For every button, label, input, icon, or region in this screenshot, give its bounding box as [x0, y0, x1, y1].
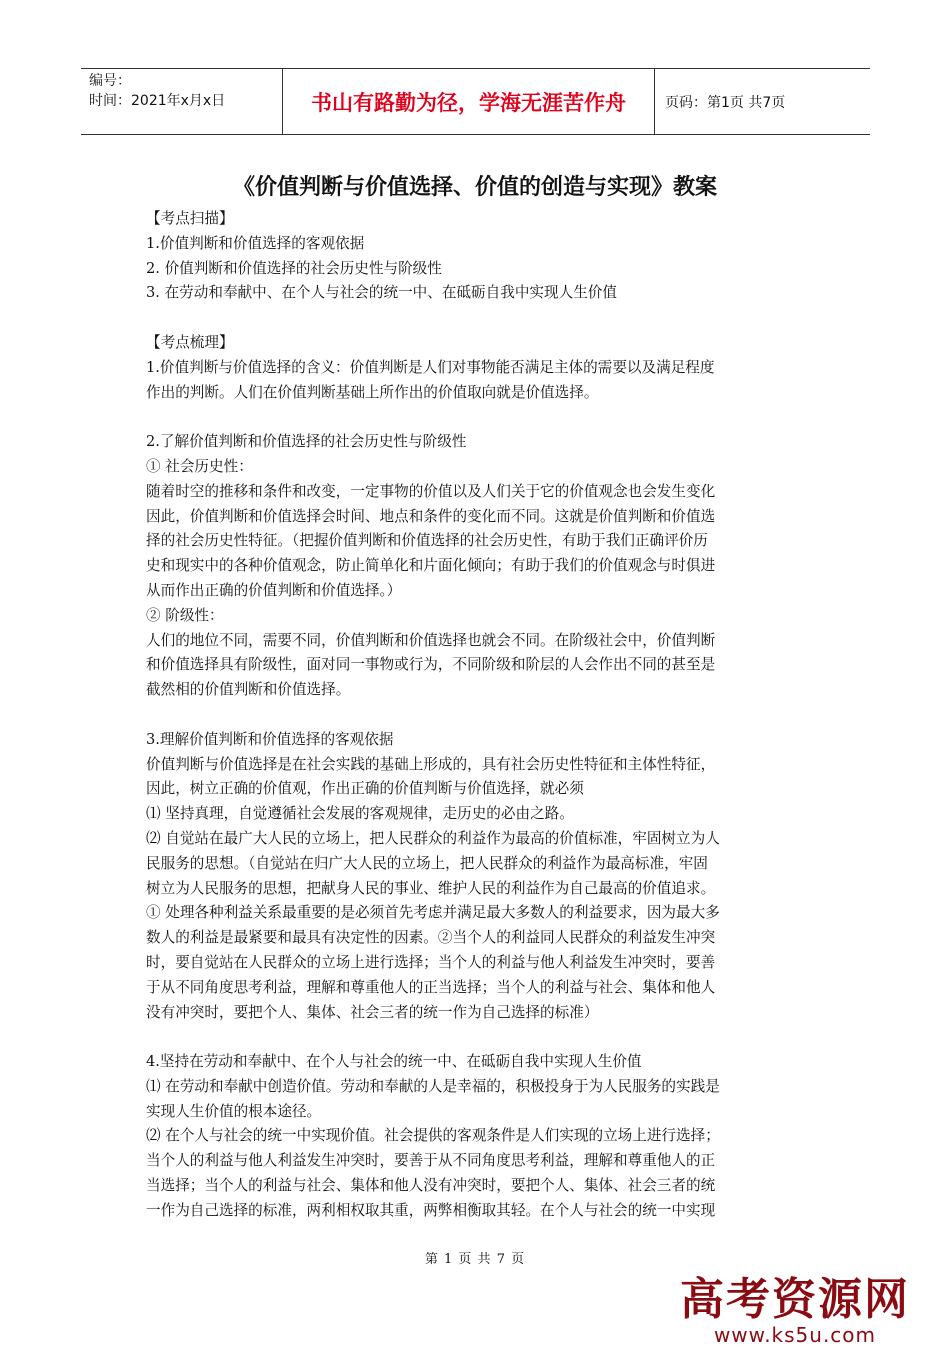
blank-line — [146, 306, 811, 331]
text-line: ⑴ 坚持真理，自觉遵循社会发展的客观规律，走历史的必由之路。 — [146, 805, 574, 823]
text-line: ⑵ 自觉站在最广大人民的立场上，把人民群众的利益作为最高的价值标准，牢固树立为人 — [146, 829, 720, 847]
text-line: 民服务的思想。（自觉站在归广大人民的立场上，把人民群众的利益作为最高标准，牢固 — [146, 854, 708, 872]
document-title: 《价值判断与价值选择、价值的创造与实现》教案 — [232, 175, 717, 200]
text-line: 1.价值判断与价值选择的含义：价值判断是人们对事物能否满足主体的需要以及满足程度 — [146, 358, 715, 376]
text-line: 时，要自觉站在人民群众的立场上进行选择；当个人的利益与他人利益发生冲突时，要善 — [146, 953, 716, 971]
text-line: 史和现实中的各种价值观念，防止简单化和片面化倾向；有助于我们的价值观念与时俱进 — [146, 557, 716, 575]
watermark-site-name: 高考资源网 — [680, 1274, 910, 1325]
text-line: 2.了解价值判断和价值选择的社会历史性与阶级性 — [146, 433, 467, 451]
blank-line — [146, 1025, 811, 1050]
text-line: 4.坚持在劳动和奉献中、在个人与社会的统一中、在砥砺自我中实现人生价值 — [146, 1053, 642, 1071]
blank-line — [146, 405, 811, 430]
header-meta-cell — [81, 69, 282, 134]
text-line: 当选择；当个人的利益与社会、集体和他人没有冲突时，要把个人、集体、社会三者的统 — [146, 1177, 716, 1195]
text-line: 因此，树立正确的价值观，作出正确的价值判断与价值选择，就必须 — [146, 780, 584, 798]
text-line: 人们的地位不同，需要不同，价值判断和价值选择也就会不同。在阶级社会中，价值判断 — [146, 631, 716, 649]
text-line: 3. 在劳动和奉献中、在个人与社会的统一中、在砥砺自我中实现人生价值 — [146, 284, 617, 302]
header-number-label: 编号： — [89, 73, 131, 89]
text-line: ⑴ 在劳动和奉献中创造价值。劳动和奉献的人是幸福的，积极投身于为人民服务的实践是 — [146, 1077, 720, 1095]
text-line: 树立为人民服务的思想，把献身人民的事业、维护人民的利益作为自己最高的价值追求。 — [146, 879, 716, 897]
text-line: 和价值选择具有阶级性，面对同一事物或行为，不同阶级和阶层的人会作出不同的甚至是 — [146, 656, 716, 674]
document-header — [81, 68, 870, 135]
page-footer: 第 1 页 共 7 页 — [424, 1252, 526, 1267]
header-page-info: 页码：第1页 共7页 — [665, 94, 786, 111]
blank-line — [146, 703, 811, 728]
text-line: 择的社会历史性特征。（把握价值判断和价值选择的社会历史性，有助于我们正确评价历 — [146, 532, 708, 550]
watermark-url: www.ks5u.com — [713, 1323, 877, 1347]
text-line: 价值判断与价值选择是在社会实践的基础上形成的，具有社会历史性特征和主体性特征， — [146, 755, 716, 773]
watermark-logo — [680, 1276, 910, 1346]
text-line: 实现人生价值的根本途径。 — [146, 1102, 322, 1120]
text-line: 【考点扫描】 — [146, 210, 234, 227]
text-line: 于从不同角度思考利益，理解和尊重他人的正当选择；当个人的利益与社会、集体和他人 — [146, 978, 716, 996]
document-body — [146, 207, 811, 1224]
text-line: 2. 价值判断和价值选择的社会历史性与阶级性 — [146, 259, 442, 277]
text-line: 作出的判断。人们在价值判断基础上所作出的价值取向就是价值选择。 — [146, 383, 599, 401]
text-line: 【考点梳理】 — [146, 333, 234, 351]
text-line: 从而作出正确的价值判断和价值选择。） — [146, 581, 402, 599]
text-line: 3.理解价值判断和价值选择的客观依据 — [146, 730, 394, 748]
text-line: ② 阶级性： — [146, 606, 224, 624]
text-line: ① 处理各种利益关系最重要的是必须首先考虑并满足最大多数人的利益要求，因为最大多 — [146, 904, 720, 922]
text-line: ① 社会历史性： — [146, 457, 253, 475]
text-line: 当个人的利益与他人利益发生冲突时，要善于从不同角度思考利益，理解和尊重他人的正 — [146, 1152, 716, 1170]
text-line: 截然相的价值判断和价值选择。 — [146, 681, 351, 699]
text-line: 1.价值判断和价值选择的客观依据 — [146, 234, 365, 252]
text-line: ⑵ 在个人与社会的统一中实现价值。社会提供的客观条件是人们实现的立场上进行选择； — [146, 1127, 720, 1145]
header-motto: 书山有路勤为径，学海无涯苦作舟 — [282, 69, 655, 134]
text-line: 数人的利益是最紧要和最具有决定性的因素。②当个人的利益同人民群众的利益发生冲突 — [146, 929, 716, 947]
header-time-label: 时间：2021年x月x日 — [89, 93, 226, 109]
text-line: 随着时空的推移和条件和改变，一定事物的价值以及人们关于它的价值观念也会发生变化 — [146, 482, 716, 500]
text-line: 没有冲突时，要把个人、集体、社会三者的统一作为自己选择的标准） — [146, 1003, 599, 1021]
text-line: 因此，价值判断和价值选择会时间、地点和条件的变化而不同。这就是价值判断和价值选 — [146, 507, 716, 525]
text-line: 一作为自己选择的标准，两利相权取其重，两弊相衡取其轻。在个人与社会的统一中实现 — [146, 1201, 716, 1219]
